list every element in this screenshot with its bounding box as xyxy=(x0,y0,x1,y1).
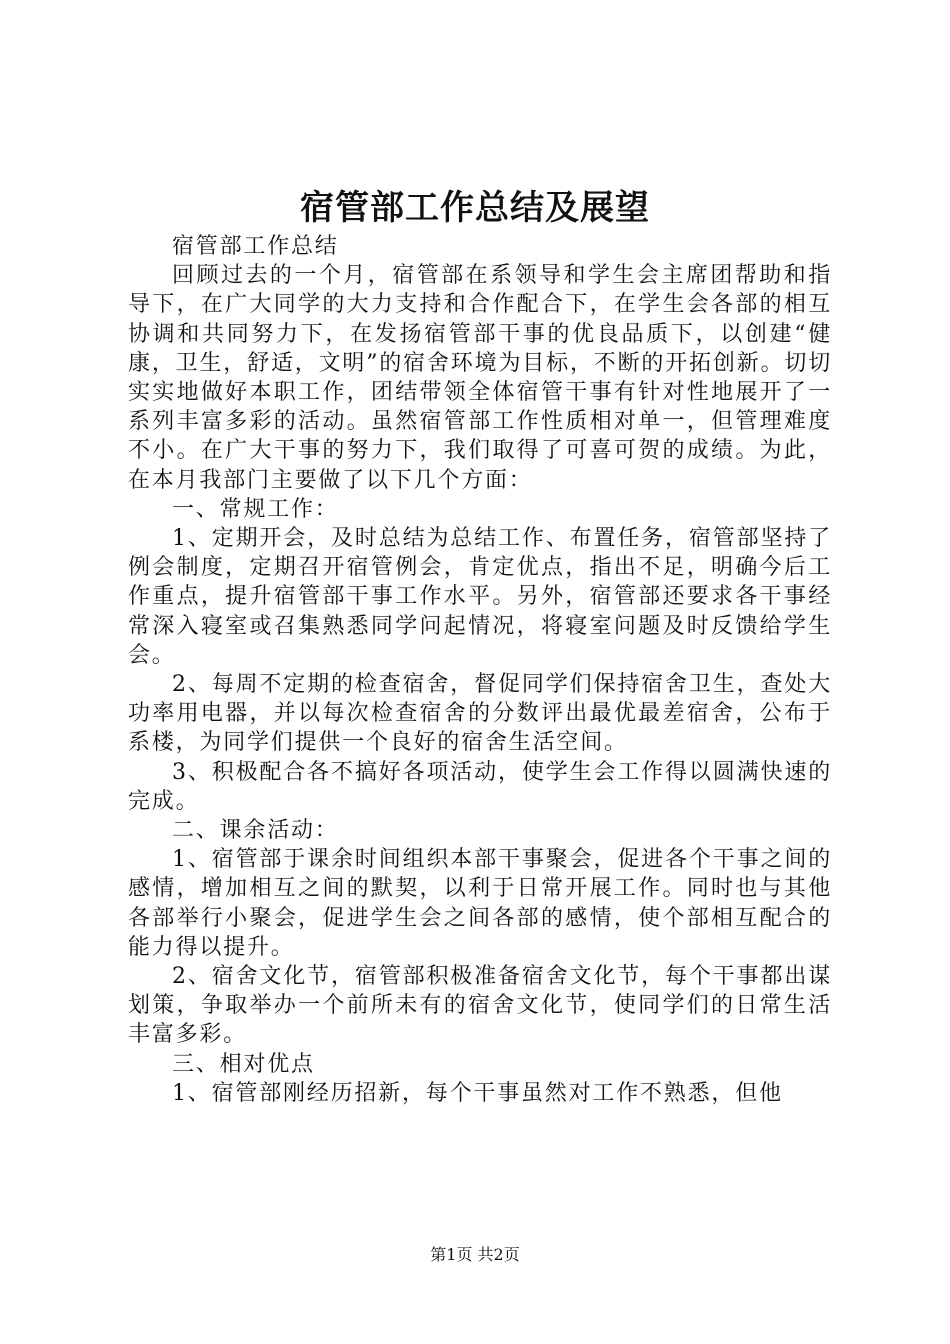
document-body xyxy=(128,232,832,1108)
page-title: 宿管部工作总结及展望 xyxy=(300,188,650,228)
page-footer: 第1页 共2页 xyxy=(430,1245,520,1264)
paragraph: 1、宿管部于课余时间组织本部干事聚会，促进各个干事之间的感情，增加相互之间的默契，以利于日常开展工作。同时也与其他各部举行小聚会，促进学生会之间各部的感情，使个部相互配合的能力得以提升。 xyxy=(128,847,832,960)
paragraph: 1、定期开会，及时总结为总结工作、布置任务，宿管部坚持了例会制度，定期召开宿管例会，肯定优点，指出不足，明确今后工作重点，提升宿管部干事工作水平。另外，宿管部还要求各干事经常深入寝室或召集熟悉同学问起情况，将寝室问题及时反馈给学生会。 xyxy=(128,526,832,668)
section-heading: 二、课余活动： xyxy=(172,818,339,844)
paragraph: 2、每周不定期的检查宿舍，督促同学们保持宿舍卫生，查处大功率用电器，并以每次检查宿舍的分数评出最优最差宿舍，公布于系楼，为同学们提供一个良好的宿舍生活空间。 xyxy=(128,672,832,756)
paragraph: 3、积极配合各不搞好各项活动，使学生会工作得以圆满快速的完成。 xyxy=(128,759,832,814)
section-heading: 一、常规工作： xyxy=(172,496,339,522)
paragraph: 2、宿舍文化节，宿管部积极准备宿舍文化节，每个干事都出谋划策，争取举办一个前所未有的宿舍文化节，使同学们的日常生活丰富多彩。 xyxy=(128,964,832,1048)
section-heading: 宿管部工作总结 xyxy=(172,234,339,259)
paragraph: 回顾过去的一个月，宿管部在系领导和学生会主席团帮助和指导下，在广大同学的大力支持和合作配合下，在学生会各部的相互协调和共同努力下，在发扬宿管部干事的优良品质下，以创建“健康，卫生，舒适，文明”的宿舍环境为目标，不断的开拓创新。切切实实地做好本职工作，团结带领全体宿管干事有针对性地展开了一系列丰富多彩的活动。虽然宿管部工作性质相对单一，但管理难度不小。在广大干事的努力下，我们取得了可喜可贺的成绩。为此，在本月我部门主要做了以下几个方面： xyxy=(128,263,832,493)
section-heading: 三、相对优点 xyxy=(172,1051,315,1077)
paragraph: 1、宿管部刚经历招新，每个干事虽然对工作不熟悉，但他 xyxy=(172,1080,783,1106)
